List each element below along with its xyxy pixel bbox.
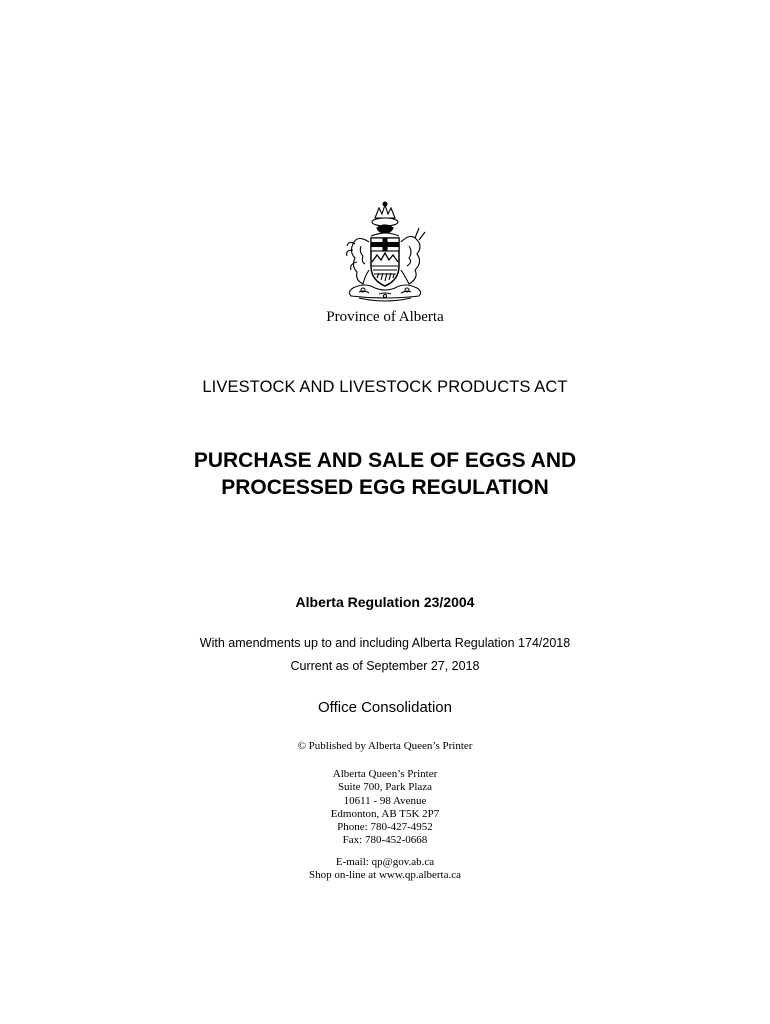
contact-email: E-mail: qp@gov.ab.ca <box>335 856 435 868</box>
regulation-title-line-1: PURCHASE AND SALE OF EGGS AND <box>193 449 577 472</box>
address-street: 10611 - 98 Avenue <box>343 794 427 807</box>
address-suite: Suite 700, Park Plaza <box>337 781 433 794</box>
publisher-address <box>0 768 770 848</box>
address-phone: Phone: 780-427-4952 <box>337 821 433 834</box>
address-name: Alberta Queen’s Printer <box>332 768 438 780</box>
office-consolidation-label: Office Consolidation <box>318 699 452 716</box>
alberta-coat-of-arms-icon <box>335 200 435 302</box>
publisher-copyright: © Published by Alberta Queen’s Printer <box>297 740 473 752</box>
regulation-title-line-2: PROCESSED EGG REGULATION <box>221 476 549 499</box>
amendments-note: With amendments up to and including Alberta Regulation 174/2018 <box>199 636 571 650</box>
contact-shop-online: Shop on-line at www.qp.alberta.ca <box>308 869 462 882</box>
act-title: LIVESTOCK AND LIVESTOCK PRODUCTS ACT <box>202 378 568 396</box>
address-city: Edmonton, AB T5K 2P7 <box>330 807 440 820</box>
regulation-title <box>0 447 770 501</box>
current-as-of-date: Current as of September 27, 2018 <box>290 659 480 673</box>
publisher-contact <box>0 856 770 883</box>
province-name: Province of Alberta <box>326 309 444 325</box>
regulation-number: Alberta Regulation 23/2004 <box>295 594 475 610</box>
address-fax: Fax: 780-452-0668 <box>342 834 428 847</box>
